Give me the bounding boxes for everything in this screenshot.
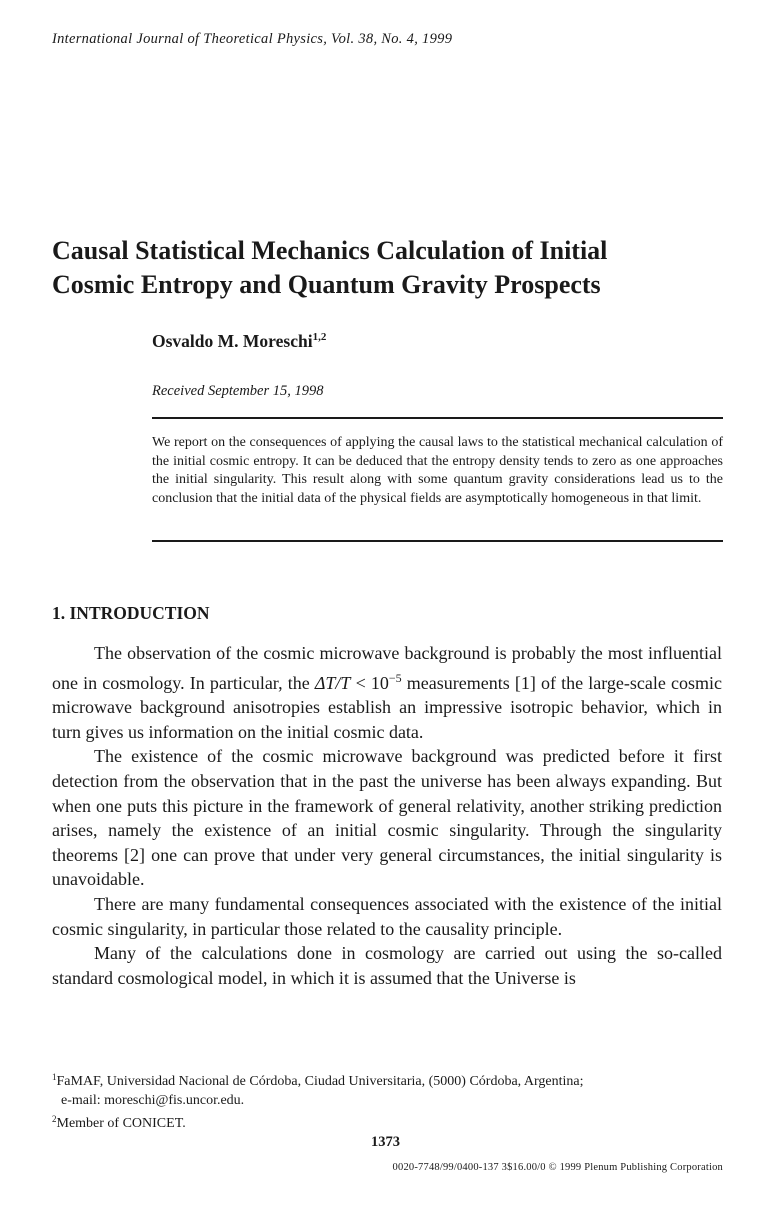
footnote-1 [52, 1068, 722, 1091]
footnote-2-text: Member of CONICET. [56, 1116, 186, 1131]
title-line-2: Cosmic Entropy and Quantum Gravity Prospects [52, 270, 601, 299]
journal-header: International Journal of Theoretical Physics, Vol. 38, No. 4, 1999 [52, 31, 453, 47]
footnote-1-line-1: FaMAF, Universidad Nacional de Córdoba, Ciudad Universitaria, (5000) Córdoba, Argentina; [56, 1074, 584, 1089]
publisher-line: 0020-7748/99/0400-137 3$16.00/0 © 1999 Plenum Publishing Corporation [392, 1162, 723, 1173]
footnotes [52, 1068, 722, 1133]
received-date: Received September 15, 1998 [152, 383, 324, 399]
author [152, 331, 326, 352]
less-than-ten: < 10 [350, 672, 389, 693]
paragraph-1-text-a: The observation of the cosmic microwave background is probably the most influential one in cosmology. In particular, the [52, 643, 722, 693]
paragraph-2: The existence of the cosmic microwave background was predicted before it first detection from the observation that in the past the universe has been always expanding. But when one puts this picture in the framework of general relativity, another striking prediction arises, namely the existence of an initial cosmic singularity. Through the singularity theorems [2] one can prove that under very general circumstances, the initial singularity is unavoidable. [52, 746, 722, 890]
section-heading: 1. INTRODUCTION [52, 603, 210, 623]
body-text [52, 641, 722, 990]
abstract-bottom-rule [152, 540, 723, 542]
abstract-top-rule [152, 417, 723, 419]
paragraph-1 [52, 641, 722, 744]
footnote-2-mark: 2 [52, 1114, 57, 1124]
page-number: 1373 [371, 1134, 400, 1150]
paper-title [52, 234, 732, 302]
delta-t-over-t: ΔT/T [314, 672, 351, 693]
paragraph-1-text-b: measurements [1] of the large-scale cosmic microwave background anisotropies establish an impressive isotropic behavior, which in turn gives us information on the initial cosmic data. [52, 672, 722, 742]
abstract: We report on the consequences of applying the causal laws to the statistical mechanical calculation of the initial cosmic entropy. It can be deduced that the entropy density tends to zero as one approaches the initial singularity. This result along with some quantum gravity considerations lead us to the conclusion that the initial data of the physical fields are asymptotically homogeneous in that limit. [152, 435, 723, 506]
exponent: −5 [388, 670, 402, 685]
footnote-1-continuation: e-mail: moreschi@fis.uncor.edu. [61, 1093, 245, 1108]
paragraph-3: There are many fundamental consequences associated with the existence of the initial cosmic singularity, in particular those related to the causality principle. [52, 893, 722, 939]
footnote-1-mark: 1 [52, 1072, 57, 1082]
footnote-2 [52, 1110, 722, 1133]
author-affiliation-marks: 1,2 [312, 331, 327, 343]
paragraph-4: Many of the calculations done in cosmology are carried out using the so-called standard cosmological model, in which it is assumed that the Universe is [52, 943, 722, 988]
title-line-1: Causal Statistical Mechanics Calculation of Initial [52, 236, 608, 265]
author-name: Osvaldo M. Moreschi [152, 331, 313, 351]
